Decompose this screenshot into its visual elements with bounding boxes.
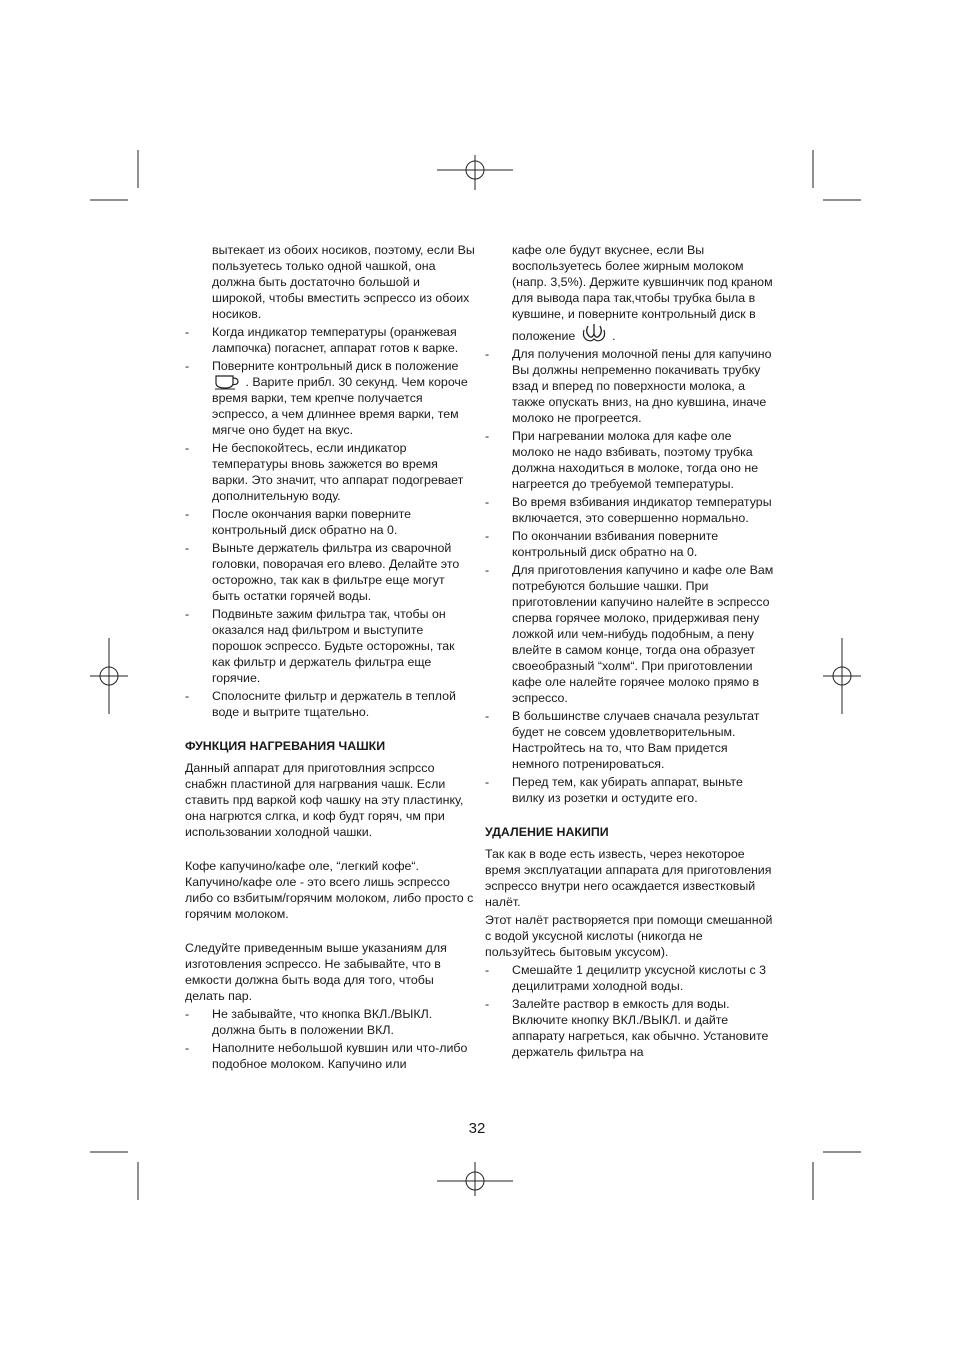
list-item — [485, 562, 775, 706]
list-item — [185, 1040, 475, 1072]
list-item — [185, 440, 475, 504]
text: Во время взбивания индикатор температуры включается, это совершенно нормально. — [512, 495, 772, 525]
paragraph — [185, 760, 475, 840]
list-item — [185, 688, 475, 720]
bullet-dash: - — [485, 495, 490, 509]
text: Для получения молочной пены для капучино Вы должны непременно покачивать трубку взад и вперед по поверхности молока, а также опускать вниз, на дно кувшина, иначе молоко не прогреется. — [512, 347, 772, 425]
spacer — [485, 808, 775, 824]
paragraph — [485, 912, 775, 960]
text-after-icon: . — [608, 329, 616, 343]
text-after-icon: . Варите прибл. 30 секунд. Чем короче время варки, тем крепче получается эспрессо, а чем длиннее время варки, тем мягче оно будет на вкус. — [212, 375, 468, 437]
spacer — [185, 924, 475, 940]
text: При нагревании молока для кафе оле молоко не надо взбивать, поэтому трубка должна находиться в молоке, тогда оно не нагреется до требуемой температуры. — [512, 429, 759, 491]
text-before-icon: Поверните контрольный диск в положение — [212, 359, 459, 373]
steam-icon — [581, 322, 607, 344]
text: В большинстве случаев сначала результат будет не совсем удовлетворительным. Настройтесь на то, что Вам придется немного потренироваться. — [512, 709, 760, 771]
bullet-dash: - — [485, 563, 490, 577]
bullet-dash: - — [185, 1041, 190, 1055]
section-heading: ФУНКЦИЯ НАГРЕВАНИЯ ЧАШКИ — [185, 739, 386, 753]
text: Так как в воде есть известь, через некоторое время эксплуатации аппарата для приготовления эспрессо внутри него осаждается известковый налёт. — [485, 847, 772, 909]
paragraph — [185, 858, 475, 922]
list-item — [185, 540, 475, 604]
spacer — [185, 722, 475, 738]
bullet-dash: - — [185, 325, 190, 339]
list-item — [185, 324, 475, 356]
bullet-dash: - — [185, 359, 190, 373]
list-item — [485, 774, 775, 806]
list-item — [185, 606, 475, 686]
spacer — [185, 842, 475, 858]
text: Сполосните фильтр и держатель в теплой воде и вытрите тщательно. — [212, 689, 456, 719]
text: Перед тем, как убирать аппарат, выньте вилку из розетки и остудите его. — [512, 775, 743, 805]
bullet-dash: - — [185, 1007, 190, 1021]
bullet-dash: - — [485, 347, 490, 361]
text: Наполните небольшой кувшин или что-либо подобное молоком. Капучино или — [212, 1041, 468, 1071]
text: Подвиньте зажим фильтра так, чтобы он оказался над фильтром и выступите порошок эспрессо. Будьте осторожны, так как фильтр и держатель фильтра еще горячие. — [212, 607, 455, 685]
bullet-dash: - — [485, 529, 490, 543]
list-item — [485, 996, 775, 1060]
right-column — [485, 242, 775, 1062]
list-item — [185, 1006, 475, 1038]
bullet-dash: - — [485, 963, 490, 977]
text: Когда индикатор температуры (оранжевая лампочка) погаснет, аппарат готов к варке. — [212, 325, 459, 355]
list-item — [185, 358, 475, 438]
bullet-dash: - — [485, 709, 490, 723]
text: вытекает из обоих носиков, поэтому, если Вы пользуетесь только одной чашкой, она должна быть достаточно большой и широкой, чтобы вместить эспрессо из обоих носиков. — [212, 243, 475, 321]
list-item — [485, 494, 775, 526]
paragraph — [185, 940, 475, 1004]
list-item — [185, 506, 475, 538]
bullet-dash: - — [485, 997, 490, 1011]
text: Данный аппарат для приготовлния эспрссо снабжн пластиной для нагрвания чашк. Если ставить прд варкой коф чашку на эту пластинку, она нагрются слгка, и коф будт горяч, чм при использовании холодной чашки. — [185, 761, 464, 839]
continued-text — [485, 242, 775, 344]
paragraph — [485, 846, 775, 910]
continued-text — [185, 242, 475, 322]
text: Смешайте 1 децилитр уксусной кислоты с 3 децилитрами холодной воды. — [512, 963, 766, 993]
text: Выньте держатель фильтра из сварочной головки, поворачая его влево. Делайте это осторожно, так как в фильтре еще могут быть остатки горячей воды. — [212, 541, 460, 603]
list-item — [485, 428, 775, 492]
section-heading: УДАЛЕНИЕ НАКИПИ — [485, 825, 609, 839]
bullet-dash: - — [185, 689, 190, 703]
bullet-dash: - — [185, 607, 190, 621]
text: Не беспокойтесь, если индикатор температуры вновь зажжется во время варки. Это значит, что аппарат подогревает дополнительную воду. — [212, 441, 464, 503]
bullet-dash: - — [185, 441, 190, 455]
page-number: 32 — [468, 1120, 486, 1137]
left-column — [185, 242, 475, 1074]
list-item — [485, 962, 775, 994]
text: Для приготовления капучино и кафе оле Вам потребуются большие чашки. При приготовлении капучино налейте в эспрессо сперва горячее молоко, придерживая пену ложкой или чем-нибудь подобным, а пену влейте в самом конце, тогда она образует своеобразный “холм“. При приготовлении кафе оле налейте горячее молоко прямо в эспрессо. — [512, 563, 774, 705]
text: Следуйте приведенным выше указаниям для изготовления эспрессо. Не забывайте, что в емкости должна быть вода для того, чтобы делать пар. — [185, 941, 447, 1003]
text: Не забывайте, что кнопка ВКЛ./ВЫКЛ. должна быть в положении ВКЛ. — [212, 1007, 433, 1037]
text-before-icon: кафе оле будут вкуснее, если Вы воспользуетесь более жирным молоком (напр. 3,5%). Держите кувшинчик под краном для вывода пара так,чтобы трубка была в кувшине, и поверните контрольный диск в положение — [512, 243, 773, 343]
bullet-dash: - — [485, 775, 490, 789]
text: Залейте раствор в емкость для воды. Включите кнопку ВКЛ./ВЫКЛ. и дайте аппарату нагреться, как обычно. Установите держатель фильтра на — [512, 997, 769, 1059]
text: Кофе капучино/кафе оле, “легкий кофе“. Капучино/кафе оле - это всего лишь эспрессо либо со взбитым/горячим молоком, либо просто с горячим молоком. — [185, 859, 474, 921]
cup-icon — [214, 374, 240, 390]
bullet-dash: - — [185, 541, 190, 555]
list-item — [485, 708, 775, 772]
text: По окончании взбивания поверните контрольный диск обратно на 0. — [512, 529, 719, 559]
list-item — [485, 346, 775, 426]
text: После окончания варки поверните контрольный диск обратно на 0. — [212, 507, 412, 537]
bullet-dash: - — [485, 429, 490, 443]
text: Этот налёт растворяется при помощи смешанной с водой уксусной кислоты (никогда не пользуйтесь бытовым уксусом). — [485, 913, 773, 959]
list-item — [485, 528, 775, 560]
bullet-dash: - — [185, 507, 190, 521]
